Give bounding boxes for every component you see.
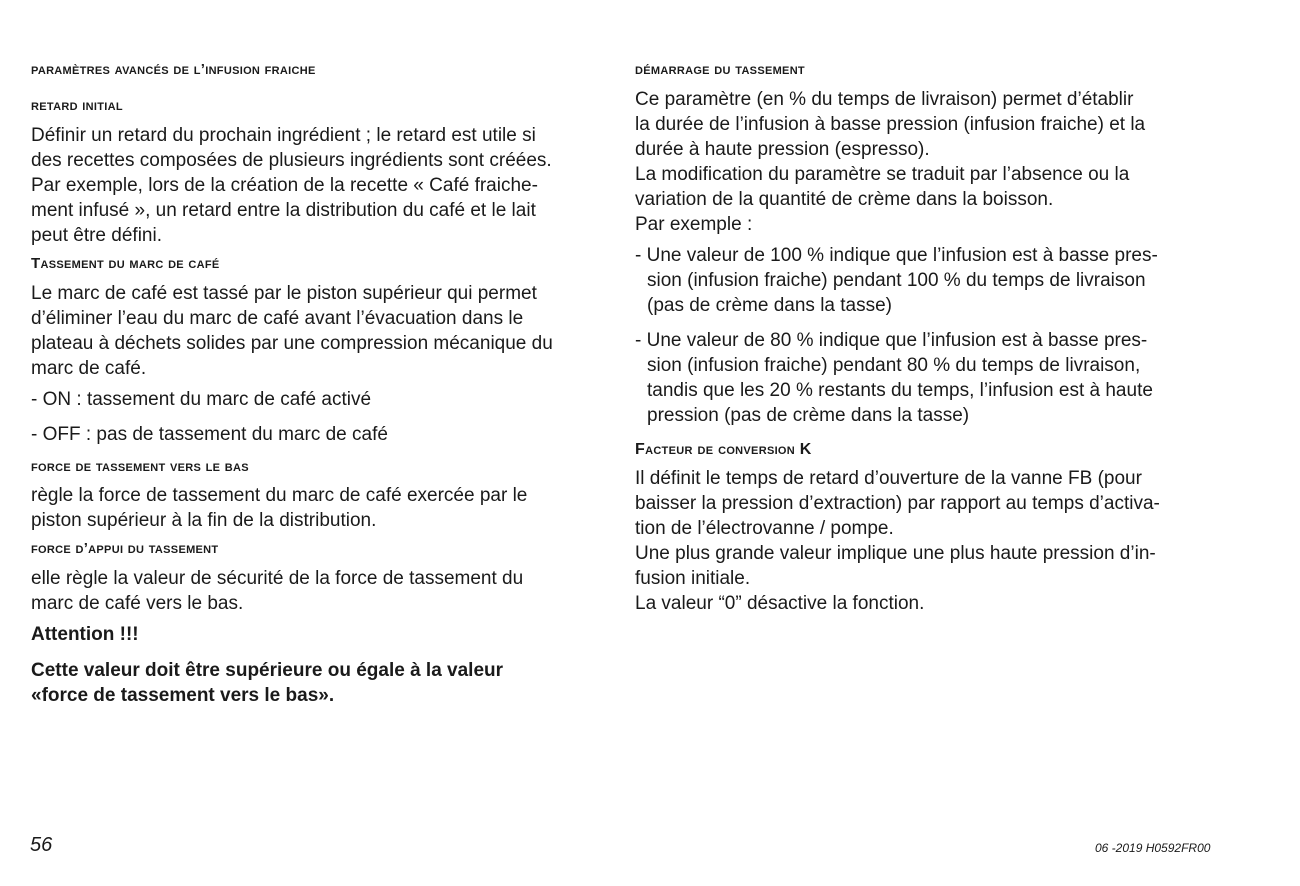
heading-force-bas: force de tassement vers le bas xyxy=(31,458,249,475)
page-number: 56 xyxy=(30,834,53,856)
heading-tassement: Tassement du marc de café xyxy=(31,255,220,272)
heading-facteur: Facteur de conversion K xyxy=(635,441,812,458)
heading-demarrage: démarrage du tassement xyxy=(635,61,805,78)
list-item-80: - Une valeur de 80 % indique que l’infusion est à basse pres- sion (infusion fraiche) pendant 80 % du temps de livraison, tandis que les 20 % restants du temps, l’infusion est à haute pression (pas de crème dans la tasse) xyxy=(635,330,1153,426)
paragraph-force-appui: elle règle la valeur de sécurité de la force de tassement du marc de café vers le bas. xyxy=(31,568,524,614)
heading-retard-initial: retard initial xyxy=(31,97,123,114)
section-title: paramètres avancés de l’infusion fraiche xyxy=(31,61,316,78)
paragraph-demarrage: Ce paramètre (en % du temps de livraison) permet d’établir la durée de l’infusion à basse pression (infusion fraiche) et la durée à haute pression (espresso). La modification du paramètre se traduit par l’absence ou la variation de la quantité de crème dans la boisson. Par exemple : xyxy=(635,89,1146,235)
paragraph-retard-initial: Définir un retard du prochain ingrédient ; le retard est utile si des recettes composées de plusieurs ingrédients sont créées. Par exemple, lors de la création de la recette « Café fraiche- ment infusé », un retard entre la distribution du café et le lait peut être défini. xyxy=(31,125,552,246)
paragraph-tassement: Le marc de café est tassé par le piston supérieur qui permet d’éliminer l’eau du marc de café avant l’évacuation dans le plateau à déchets solides par une compression mécanique du marc de café. xyxy=(31,283,553,379)
left-column xyxy=(31,56,611,708)
paragraph-facteur: Il définit le temps de retard d’ouverture de la vanne FB (pour baisser la pression d’extraction) par rapport au temps d’activa- tion de l’électrovanne / pompe. Une plus grande valeur implique une plus haute pression d’in- fusion initiale. La valeur “0” désactive la fonction. xyxy=(635,468,1160,614)
document-code: 06 -2019 H0592FR00 xyxy=(1095,841,1211,855)
attention-label: Attention !!! xyxy=(31,624,139,645)
warning-text: Cette valeur doit être supérieure ou égale à la valeur «force de tassement vers le bas». xyxy=(31,660,504,706)
heading-force-appui: force d’appui du tassement xyxy=(31,540,219,557)
right-column xyxy=(635,56,1215,616)
list-item-off: - OFF : pas de tassement du marc de café xyxy=(31,424,388,445)
list-item-on: - ON : tassement du marc de café activé xyxy=(31,389,372,410)
list-item-100: - Une valeur de 100 % indique que l’infusion est à basse pres- sion (infusion fraiche) pendant 100 % du temps de livraison (pas de crème dans la tasse) xyxy=(635,245,1158,316)
paragraph-force-bas: règle la force de tassement du marc de café exercée par le piston supérieur à la fin de la distribution. xyxy=(31,485,528,531)
